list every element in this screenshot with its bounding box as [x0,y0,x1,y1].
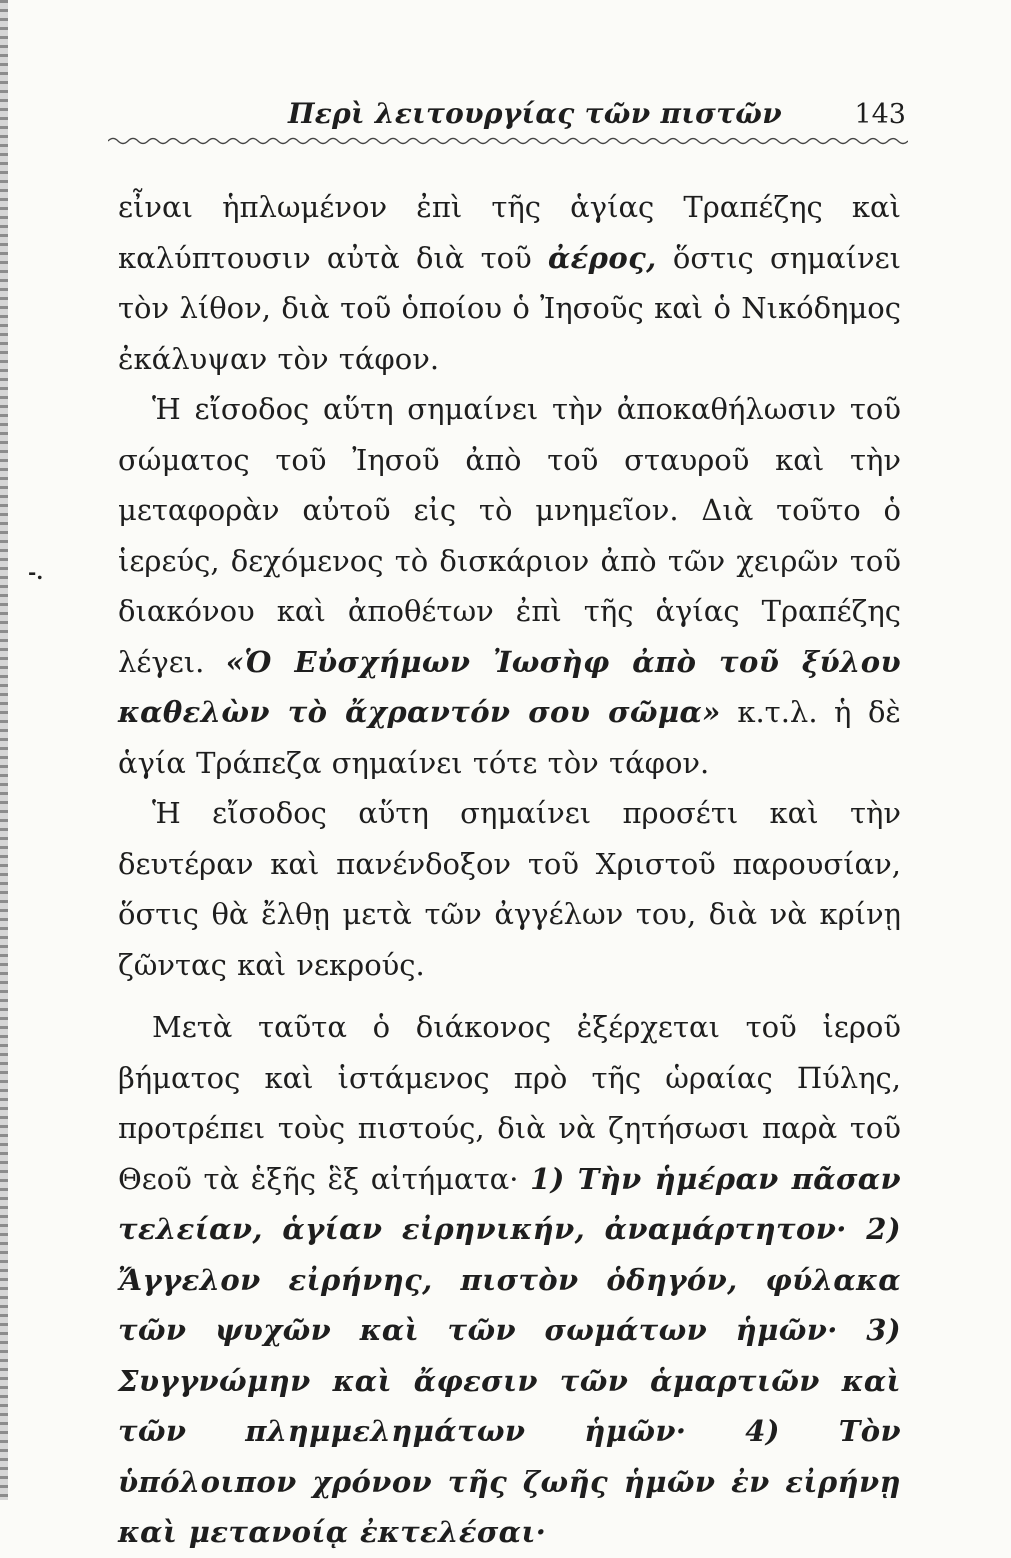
running-title: Περὶ λειτουργίας τῶν πιστῶν [288,97,782,130]
header-wavy-rule [108,133,908,149]
emphasized-text: «Ὁ Εὐσχήμων Ἰωσὴφ ἀπὸ τοῦ ξύλου καθελὼν τὸ ἄχραντόν σου σῶμα» [118,644,901,729]
paragraph [118,182,901,384]
text-run: κ.τ.λ. ἡ δὲ ἁγία Τράπεζα σημαίνει τότε τὸν τάφον. [118,695,901,780]
paragraph [118,788,901,990]
text-run: εἶναι ἡπλωμένον ἐπὶ τῆς ἁγίας Τραπέζης καὶ καλύπτουσιν αὐτὰ διὰ τοῦ [118,190,901,275]
text-run: Ἡ εἴσοδος αὕτη σημαίνει προσέτι καὶ τὴν δευτέραν καὶ πανένδοξον τοῦ Χριστοῦ παρουσίαν, ὅστις θὰ ἔλθῃ μετὰ τῶν ἀγγέλων του, διὰ νὰ κρίνῃ ζῶντας καὶ νεκρούς. [118,796,901,982]
text-run: Ἡ εἴσοδος αὕτη σημαίνει τὴν ἀποκαθήλωσιν τοῦ σώματος τοῦ Ἰησοῦ ἀπὸ τοῦ σταυροῦ καὶ τὴν μεταφορὰν αὐτοῦ εἰς τὸ μνημεῖον. Διὰ τοῦτο ὁ ἱερεύς, δεχόμενος τὸ δισκάριον ἀπὸ τῶν χειρῶν τοῦ διακόνου καὶ ἀποθέτων ἐπὶ τῆς ἁγίας Τραπέζης λέγει. [118,392,901,679]
text-run: ὅστις σημαίνει τὸν λίθον, διὰ τοῦ ὁποίου ὁ Ἰησοῦς καὶ ὁ Νικόδημος ἐκάλυψαν τὸν τάφον. [118,240,901,376]
text-run: Μετὰ ταῦτα ὁ διάκονος ἐξέρχεται τοῦ ἱεροῦ βήματος καὶ ἱστάμενος πρὸ τῆς ὡραίας Πύλης, προτρέπει τοὺς πιστούς, διὰ νὰ ζητήσωσι παρὰ τοῦ Θεοῦ τὰ ἑξῆς ἓξ αἰτήματα· [118,1010,901,1196]
margin-mark: -. [28,560,44,584]
page-number: 143 [854,99,906,130]
emphasized-text: 1) Τὴν ἡμέραν πᾶσαν τελείαν, ἁγίαν εἰρηνικήν, ἀναμάρτητον· 2) Ἄγγελον εἰρήνης, πιστὸν ὁδηγόν, φύλακα τῶν ψυχῶν καὶ τῶν σωμάτων ἡμῶν· 3) Συγγνώμην καὶ ἄφεσιν τῶν ἁμαρτιῶν καὶ τῶν πλημμελημάτων ἡμῶν· 4) Τὸν ὑπόλοιπον χρόνον τῆς ζωῆς ἡμῶν ἐν εἰρήνῃ καὶ μετανοίᾳ ἐκτελέσαι· [118,1161,901,1549]
page-header [108,95,908,135]
paragraph [118,384,901,788]
body-text [118,182,901,1558]
paragraph [118,1002,901,1558]
page-binding-edge [0,0,8,1500]
emphasized-text: ἀέρος, [547,240,657,275]
